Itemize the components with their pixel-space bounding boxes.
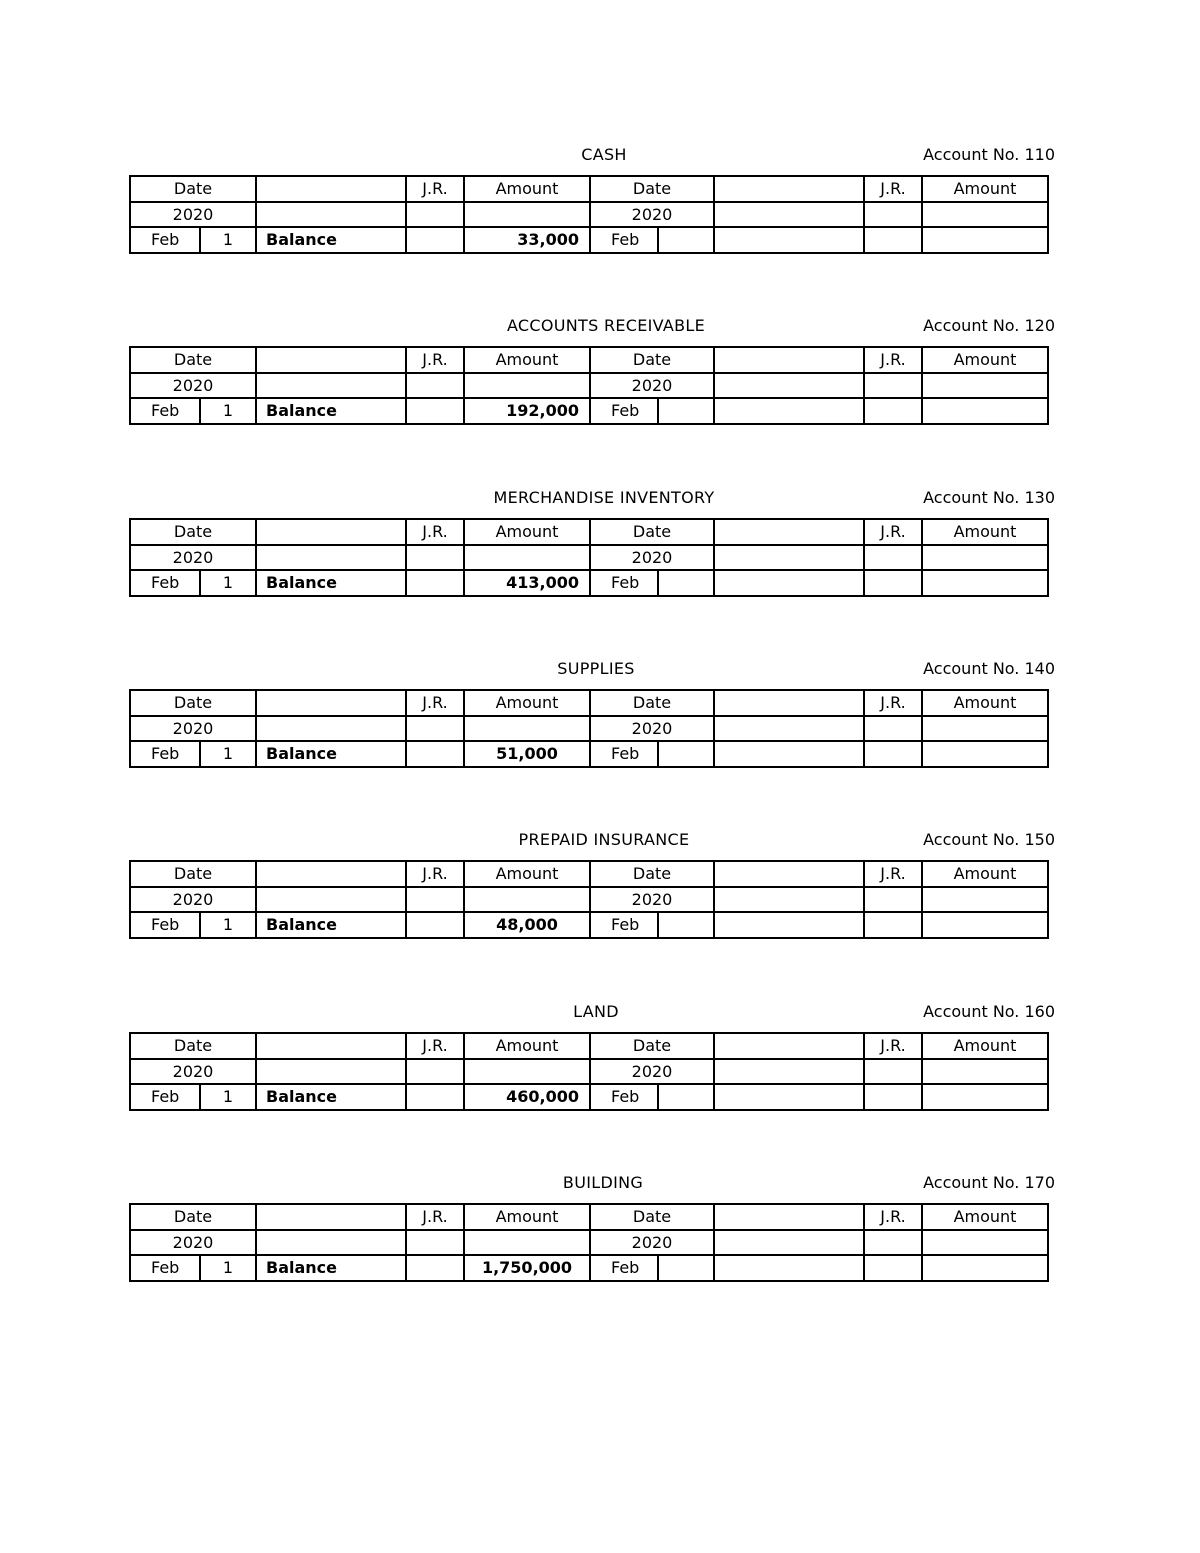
debit-explanation-header: [256, 519, 406, 545]
header-row: [130, 690, 1048, 716]
account-number: Account No. 150: [923, 830, 1055, 849]
balance-amount: 33,000: [464, 227, 590, 253]
account-title: MERCHANDISE INVENTORY: [493, 488, 715, 507]
debit-jr-header: J.R.: [406, 1033, 464, 1059]
credit-day-cell: [658, 1084, 714, 1110]
account-title: ACCOUNTS RECEIVABLE: [506, 316, 706, 335]
credit-amount-cell: [922, 545, 1048, 571]
debit-amount-cell: [464, 202, 590, 228]
debit-amount-header: Amount: [464, 347, 590, 373]
debit-month: Feb: [130, 398, 200, 424]
credit-jr-header: J.R.: [864, 176, 922, 202]
credit-jr-cell: [864, 373, 922, 399]
header-row: [130, 519, 1048, 545]
debit-date-header: Date: [130, 1204, 256, 1230]
debit-jr-header: J.R.: [406, 1204, 464, 1230]
balance-row: [130, 570, 1048, 596]
credit-explanation-cell: [714, 570, 864, 596]
credit-date-header: Date: [590, 690, 714, 716]
debit-day: 1: [200, 1084, 256, 1110]
credit-day-cell: [658, 912, 714, 938]
credit-amount-cell: [922, 1059, 1048, 1085]
credit-day-cell: [658, 398, 714, 424]
account-title: CASH: [581, 145, 627, 164]
credit-day-cell: [658, 227, 714, 253]
credit-explanation-header: [714, 176, 864, 202]
credit-jr-cell: [864, 398, 922, 424]
debit-explanation-cell: [256, 545, 406, 571]
credit-amount-header: Amount: [922, 1204, 1048, 1230]
t-account-table: [129, 346, 1049, 425]
credit-explanation-cell: [714, 716, 864, 742]
debit-amount-cell: [464, 1230, 590, 1256]
credit-explanation-cell: [714, 398, 864, 424]
t-account-table: [129, 860, 1049, 939]
balance-label: Balance: [256, 912, 406, 938]
balance-amount: 413,000: [464, 570, 590, 596]
debit-year: 2020: [130, 545, 256, 571]
debit-amount-header: Amount: [464, 1204, 590, 1230]
credit-month: Feb: [590, 741, 658, 767]
balance-label: Balance: [256, 1255, 406, 1281]
account-number: Account No. 130: [923, 488, 1055, 507]
credit-explanation-cell: [714, 1084, 864, 1110]
debit-year: 2020: [130, 716, 256, 742]
credit-jr-header: J.R.: [864, 519, 922, 545]
credit-year: 2020: [590, 1059, 714, 1085]
t-account-table: [129, 518, 1049, 597]
debit-jr-cell: [406, 741, 464, 767]
credit-month: Feb: [590, 570, 658, 596]
debit-explanation-cell: [256, 1230, 406, 1256]
debit-day: 1: [200, 741, 256, 767]
debit-jr-cell: [406, 1059, 464, 1085]
credit-year: 2020: [590, 887, 714, 913]
credit-jr-header: J.R.: [864, 1204, 922, 1230]
credit-explanation-cell: [714, 545, 864, 571]
credit-date-header: Date: [590, 519, 714, 545]
credit-month: Feb: [590, 227, 658, 253]
credit-explanation-cell: [714, 887, 864, 913]
debit-explanation-cell: [256, 887, 406, 913]
credit-year: 2020: [590, 1230, 714, 1256]
debit-amount-cell: [464, 887, 590, 913]
credit-amount-cell: [922, 227, 1048, 253]
account-title: BUILDING: [562, 1173, 644, 1192]
debit-explanation-header: [256, 861, 406, 887]
debit-amount-header: Amount: [464, 1033, 590, 1059]
credit-explanation-cell: [714, 741, 864, 767]
debit-explanation-header: [256, 690, 406, 716]
credit-amount-cell: [922, 741, 1048, 767]
debit-jr-cell: [406, 227, 464, 253]
debit-year: 2020: [130, 1059, 256, 1085]
credit-jr-cell: [864, 1230, 922, 1256]
debit-jr-cell: [406, 716, 464, 742]
header-row: [130, 176, 1048, 202]
debit-jr-cell: [406, 545, 464, 571]
account-title: PREPAID INSURANCE: [518, 830, 690, 849]
t-account-table: [129, 689, 1049, 768]
credit-jr-cell: [864, 545, 922, 571]
year-row: [130, 202, 1048, 228]
credit-jr-cell: [864, 1255, 922, 1281]
balance-amount: 1,750,000: [464, 1255, 590, 1281]
debit-year: 2020: [130, 373, 256, 399]
account-title: SUPPLIES: [557, 659, 635, 678]
year-row: [130, 716, 1048, 742]
credit-explanation-cell: [714, 912, 864, 938]
debit-month: Feb: [130, 912, 200, 938]
debit-amount-header: Amount: [464, 519, 590, 545]
credit-amount-cell: [922, 716, 1048, 742]
credit-year: 2020: [590, 373, 714, 399]
debit-date-header: Date: [130, 690, 256, 716]
credit-day-cell: [658, 570, 714, 596]
header-row: [130, 1204, 1048, 1230]
credit-jr-cell: [864, 716, 922, 742]
credit-explanation-cell: [714, 1255, 864, 1281]
debit-explanation-cell: [256, 373, 406, 399]
debit-explanation-cell: [256, 716, 406, 742]
balance-label: Balance: [256, 398, 406, 424]
balance-amount: 48,000: [464, 912, 590, 938]
debit-jr-cell: [406, 1084, 464, 1110]
debit-amount-cell: [464, 545, 590, 571]
debit-amount-cell: [464, 373, 590, 399]
balance-label: Balance: [256, 227, 406, 253]
debit-jr-header: J.R.: [406, 690, 464, 716]
year-row: [130, 545, 1048, 571]
debit-jr-header: J.R.: [406, 347, 464, 373]
credit-jr-cell: [864, 570, 922, 596]
balance-row: [130, 741, 1048, 767]
credit-amount-header: Amount: [922, 347, 1048, 373]
debit-jr-cell: [406, 373, 464, 399]
t-account-table: [129, 1032, 1049, 1111]
balance-row: [130, 1255, 1048, 1281]
credit-jr-header: J.R.: [864, 347, 922, 373]
debit-jr-cell: [406, 398, 464, 424]
credit-year: 2020: [590, 545, 714, 571]
balance-amount: 51,000: [464, 741, 590, 767]
debit-explanation-header: [256, 176, 406, 202]
year-row: [130, 887, 1048, 913]
credit-explanation-header: [714, 347, 864, 373]
debit-day: 1: [200, 570, 256, 596]
debit-jr-cell: [406, 912, 464, 938]
credit-explanation-cell: [714, 227, 864, 253]
credit-year: 2020: [590, 202, 714, 228]
debit-date-header: Date: [130, 1033, 256, 1059]
debit-date-header: Date: [130, 347, 256, 373]
debit-month: Feb: [130, 1084, 200, 1110]
credit-jr-cell: [864, 1084, 922, 1110]
credit-amount-header: Amount: [922, 690, 1048, 716]
debit-day: 1: [200, 912, 256, 938]
debit-jr-header: J.R.: [406, 176, 464, 202]
debit-month: Feb: [130, 1255, 200, 1281]
debit-day: 1: [200, 1255, 256, 1281]
header-row: [130, 861, 1048, 887]
credit-explanation-header: [714, 519, 864, 545]
credit-jr-cell: [864, 227, 922, 253]
debit-jr-cell: [406, 1255, 464, 1281]
credit-jr-cell: [864, 887, 922, 913]
balance-label: Balance: [256, 741, 406, 767]
credit-jr-cell: [864, 741, 922, 767]
credit-date-header: Date: [590, 347, 714, 373]
credit-amount-header: Amount: [922, 519, 1048, 545]
credit-amount-cell: [922, 202, 1048, 228]
balance-label: Balance: [256, 570, 406, 596]
debit-jr-cell: [406, 570, 464, 596]
debit-jr-header: J.R.: [406, 519, 464, 545]
debit-amount-header: Amount: [464, 690, 590, 716]
credit-amount-header: Amount: [922, 1033, 1048, 1059]
credit-explanation-cell: [714, 1230, 864, 1256]
credit-month: Feb: [590, 398, 658, 424]
credit-explanation-header: [714, 861, 864, 887]
year-row: [130, 1230, 1048, 1256]
credit-amount-cell: [922, 1255, 1048, 1281]
header-row: [130, 1033, 1048, 1059]
balance-label: Balance: [256, 1084, 406, 1110]
balance-row: [130, 227, 1048, 253]
debit-jr-cell: [406, 202, 464, 228]
credit-jr-header: J.R.: [864, 861, 922, 887]
credit-amount-cell: [922, 570, 1048, 596]
balance-row: [130, 912, 1048, 938]
debit-jr-header: J.R.: [406, 861, 464, 887]
credit-date-header: Date: [590, 1204, 714, 1230]
credit-explanation-cell: [714, 373, 864, 399]
debit-month: Feb: [130, 227, 200, 253]
debit-explanation-header: [256, 347, 406, 373]
credit-jr-header: J.R.: [864, 1033, 922, 1059]
debit-jr-cell: [406, 887, 464, 913]
debit-date-header: Date: [130, 519, 256, 545]
debit-date-header: Date: [130, 176, 256, 202]
credit-date-header: Date: [590, 861, 714, 887]
debit-year: 2020: [130, 887, 256, 913]
account-number: Account No. 170: [923, 1173, 1055, 1192]
debit-amount-header: Amount: [464, 861, 590, 887]
credit-explanation-cell: [714, 1059, 864, 1085]
credit-year: 2020: [590, 716, 714, 742]
t-account-table: [129, 175, 1049, 254]
debit-month: Feb: [130, 570, 200, 596]
year-row: [130, 1059, 1048, 1085]
balance-amount: 192,000: [464, 398, 590, 424]
debit-explanation-header: [256, 1204, 406, 1230]
header-row: [130, 347, 1048, 373]
debit-explanation-cell: [256, 1059, 406, 1085]
credit-date-header: Date: [590, 176, 714, 202]
credit-explanation-header: [714, 1204, 864, 1230]
credit-month: Feb: [590, 912, 658, 938]
debit-day: 1: [200, 398, 256, 424]
credit-amount-header: Amount: [922, 861, 1048, 887]
debit-explanation-header: [256, 1033, 406, 1059]
credit-day-cell: [658, 1255, 714, 1281]
balance-amount: 460,000: [464, 1084, 590, 1110]
credit-date-header: Date: [590, 1033, 714, 1059]
credit-amount-cell: [922, 398, 1048, 424]
account-number: Account No. 110: [923, 145, 1055, 164]
debit-month: Feb: [130, 741, 200, 767]
credit-explanation-cell: [714, 202, 864, 228]
debit-explanation-cell: [256, 202, 406, 228]
credit-amount-header: Amount: [922, 176, 1048, 202]
credit-month: Feb: [590, 1255, 658, 1281]
credit-amount-cell: [922, 887, 1048, 913]
credit-amount-cell: [922, 1084, 1048, 1110]
debit-jr-cell: [406, 1230, 464, 1256]
account-number: Account No. 160: [923, 1002, 1055, 1021]
balance-row: [130, 1084, 1048, 1110]
account-title: LAND: [573, 1002, 619, 1021]
credit-jr-cell: [864, 912, 922, 938]
debit-amount-header: Amount: [464, 176, 590, 202]
debit-year: 2020: [130, 1230, 256, 1256]
credit-amount-cell: [922, 912, 1048, 938]
credit-amount-cell: [922, 1230, 1048, 1256]
account-number: Account No. 140: [923, 659, 1055, 678]
credit-jr-cell: [864, 1059, 922, 1085]
balance-row: [130, 398, 1048, 424]
debit-amount-cell: [464, 716, 590, 742]
credit-amount-cell: [922, 373, 1048, 399]
credit-explanation-header: [714, 690, 864, 716]
credit-day-cell: [658, 741, 714, 767]
debit-year: 2020: [130, 202, 256, 228]
credit-jr-header: J.R.: [864, 690, 922, 716]
t-account-table: [129, 1203, 1049, 1282]
debit-day: 1: [200, 227, 256, 253]
year-row: [130, 373, 1048, 399]
debit-amount-cell: [464, 1059, 590, 1085]
debit-date-header: Date: [130, 861, 256, 887]
credit-explanation-header: [714, 1033, 864, 1059]
credit-jr-cell: [864, 202, 922, 228]
account-number: Account No. 120: [923, 316, 1055, 335]
credit-month: Feb: [590, 1084, 658, 1110]
